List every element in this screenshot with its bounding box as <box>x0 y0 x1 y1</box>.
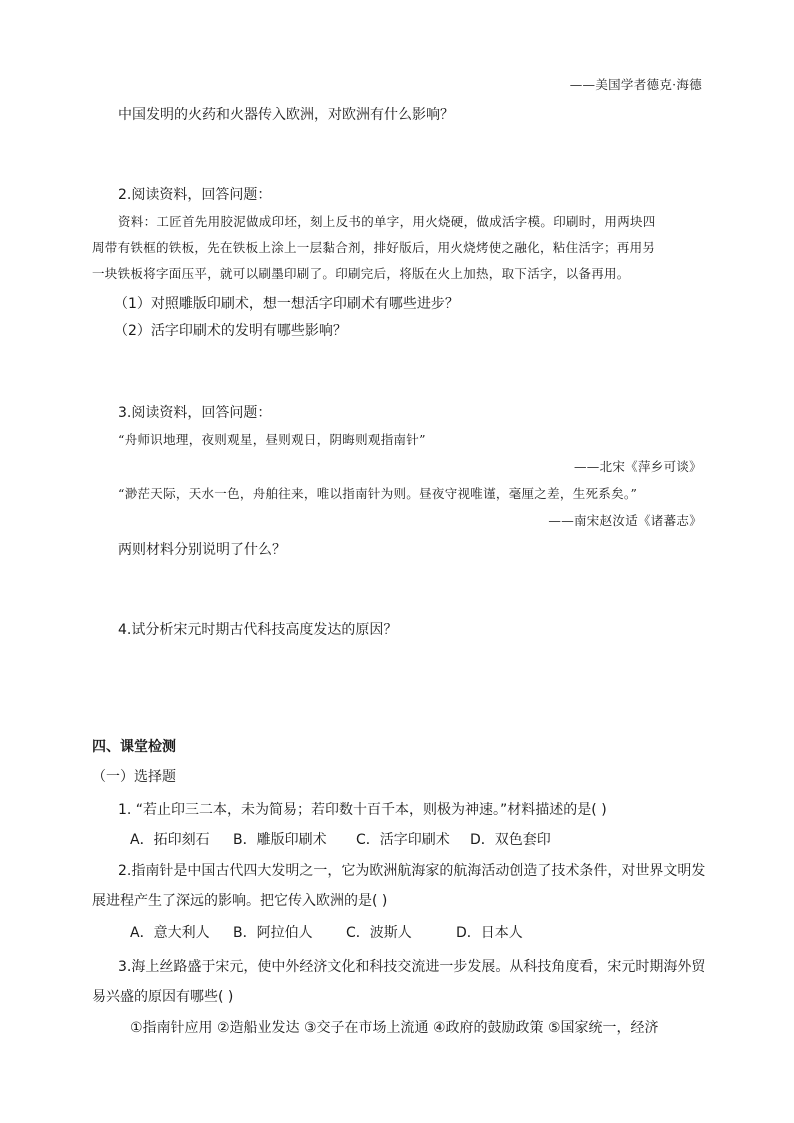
question-2-sub-1: （1）对照雕版印刷术，想一想活字印刷术有哪些进步？ <box>114 296 459 312</box>
quote-2: “渺茫天际，天水一色，舟舶往来，唯以指南针为则。昼夜守视唯谨，毫厘之差，生死系矣。” <box>118 486 638 501</box>
question-gunpowder: 中国发明的火药和火器传入欧洲，对欧洲有什么影响？ <box>118 107 454 123</box>
question-4: 4.试分析宋元时期古代科技高度发达的原因？ <box>118 622 398 638</box>
mc3-stem-line-2: 易兴盛的原因有哪些( ) <box>92 989 234 1005</box>
mc1-option-b[interactable]: B．雕版印刷术 <box>233 832 327 848</box>
mc1-option-d[interactable]: D．双色套印 <box>470 832 551 848</box>
mc2-option-c[interactable]: C．波斯人 <box>346 925 412 941</box>
mc1-stem: 1. “若止印三二本，未为简易；若印数十百千本，则极为神速。”材料描述的是( ) <box>118 802 607 818</box>
section-4-heading: 四、课堂检测 <box>92 739 176 755</box>
question-3-title: 3.阅读资料，回答问题： <box>118 405 272 421</box>
mc2-stem-line-1: 2.指南针是中国古代四大发明之一，它为欧洲航海家的航海活动创造了技术条件，对世界文明发 <box>118 863 706 879</box>
mc2-option-d[interactable]: D．日本人 <box>456 925 523 941</box>
quote-2-source: ——南宋赵汝适《诸蕃志》 <box>548 513 702 528</box>
quote-1: “舟师识地理，夜则观星，昼则观日，阴晦则观指南针” <box>118 432 426 447</box>
attribution-top: ——美国学者德克·海德 <box>569 77 702 92</box>
mc2-stem-line-2: 展进程产生了深远的影响。把它传入欧洲的是( ) <box>92 893 388 909</box>
mc2-option-b[interactable]: B．阿拉伯人 <box>233 925 313 941</box>
question-2-title: 2.阅读资料，回答问题： <box>118 187 272 203</box>
material-line-3: 一块铁板将字面压平，就可以刷墨印刷了。印刷完后，将版在火上加热，取下活字，以备再用。 <box>92 266 630 281</box>
question-2-sub-2: （2）活字印刷术的发明有哪些影响？ <box>114 323 347 339</box>
material-line-1: 资料：工匠首先用胶泥做成印坯，刻上反书的单字，用火烧硬，做成活字模。印刷时，用两块四 <box>118 214 656 229</box>
section-4-sub-heading: （一）选择题 <box>92 769 176 785</box>
mc3-stem-line-1: 3.海上丝路盛于宋元，使中外经济文化和科技交流进一步发展。从科技角度看，宋元时期海外贸 <box>118 959 706 975</box>
mc1-option-a[interactable]: A．拓印刻石 <box>130 832 210 848</box>
question-3-prompt: 两则材料分别说明了什么？ <box>118 542 286 558</box>
quote-1-source: ——北宋《萍乡可谈》 <box>573 459 702 474</box>
mc1-option-c[interactable]: C．活字印刷术 <box>356 832 450 848</box>
material-line-2: 周带有铁框的铁板，先在铁板上涂上一层黏合剂，排好版后，用火烧烤使之融化，粘住活字；再用另 <box>92 240 656 255</box>
mc2-option-a[interactable]: A．意大利人 <box>130 925 210 941</box>
mc3-choices: ①指南针应用 ②造船业发达 ③交子在市场上流通 ④政府的鼓励政策 ⑤国家统一，经济 <box>130 1020 659 1036</box>
